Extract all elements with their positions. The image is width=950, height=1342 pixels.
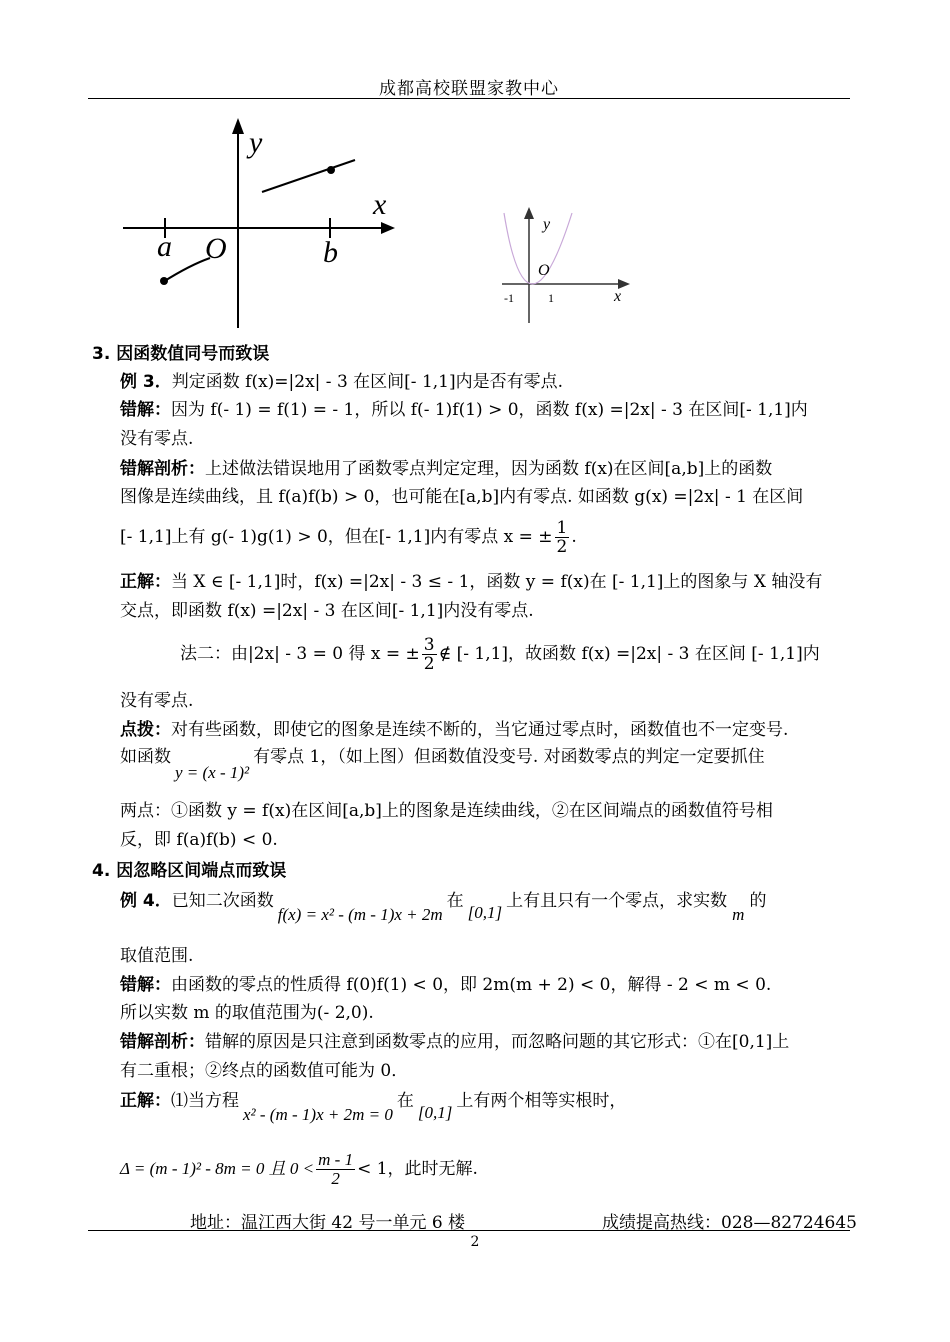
tip-text: 对有些函数，即使它的图象是连续不断的，当它通过零点时，函数值也不一定变号. (171, 720, 789, 740)
example-4-line-1 (120, 890, 767, 924)
figure-linear-interval (115, 110, 405, 332)
example-4-rest: 上有且只有一个零点，求实数 (506, 891, 728, 911)
example-4-variable: m (732, 905, 745, 924)
section-3-heading: 3. 因函数值同号而致误 (92, 344, 270, 364)
analysis-line-3 (120, 517, 577, 557)
figure-parabola (492, 205, 632, 325)
wrong-label: 错解： (120, 400, 171, 420)
upper-segment (262, 160, 355, 192)
correct-solution-line-1 (120, 571, 822, 593)
analysis-text: 错解的原因是只注意到函数零点的应用，而忽略问题的其它形式：①在[0,1]上 (205, 1032, 790, 1052)
method-two-line (180, 634, 820, 674)
correct-solution-line-2: 交点，即函数 f(x) =|2x| - 3 在区间[- 1,1]内没有零点. (120, 601, 534, 621)
y-label: y (249, 126, 263, 159)
analysis-line-3-text: [- 1,1]上有 g(- 1)g(1) > 0，但在[- 1,1]内有零点 x = ± (120, 527, 553, 547)
fraction-denominator: 2 (556, 537, 568, 557)
wrong-text: 由函数的零点的性质得 f(0)f(1) < 0，即 2m(m + 2) < 0，解得 - 2 < m < 0. (171, 975, 772, 995)
example-4-line-2: 取值范围. (120, 946, 194, 966)
fraction-numerator: 1 (556, 518, 568, 538)
tip-line-2-rest: 有零点 1，（如上图）但函数值没变号. 对函数零点的判定一定要抓住 (253, 747, 765, 767)
analysis-label: 错解剖析： (120, 1032, 205, 1052)
wrong-solution-line-1 (120, 399, 808, 421)
wrong-solution-4-line-1 (120, 974, 771, 996)
no-solution-text: < 1，此时无解. (357, 1159, 478, 1179)
footer-address: 地址：温江西大街 42 号一单元 6 楼 (190, 1213, 466, 1233)
example-label: 例 3． (120, 372, 172, 392)
discriminant-text: Δ = (m - 1)² - 8m = 0 且 0 < (120, 1159, 315, 1178)
analysis-line-2: 图像是连续曲线，且 f(a)f(b) > 0，也可能在[a,b]内有零点. 如函数 g(x) =|2x| - 1 在区间 (120, 487, 804, 507)
footer-rule (88, 1230, 850, 1231)
x-label: x (373, 188, 387, 221)
analysis-4-line-2: 有二重根；②终点的函数值可能为 0． (120, 1061, 409, 1081)
example-text: 判定函数 f(x)=|2x| - 3 在区间[- 1,1]内是否有零点. (171, 372, 564, 392)
tip-line-4: 反，即 f(a)f(b) < 0. (120, 830, 278, 850)
fraction-numerator: 3 (423, 635, 435, 655)
upper-dot (327, 166, 335, 174)
correct-solution-4-line-1 (120, 1090, 627, 1124)
lower-dot (160, 277, 168, 285)
fraction-numerator: m - 1 (318, 1150, 354, 1169)
period: . (571, 527, 577, 547)
tip-formula: y = (x - 1)² (175, 763, 250, 782)
correct-label: 正解： (120, 1091, 171, 1111)
tick-neg-label: -1 (504, 291, 514, 305)
tick-pos-label: 1 (548, 291, 554, 305)
o-label: O (205, 232, 227, 265)
analysis-label: 错解剖析： (120, 459, 205, 479)
wrong-solution-4-line-2: 所以实数 m 的取值范围为(- 2,0). (120, 1003, 374, 1023)
fraction-one-half (555, 519, 570, 556)
example-4-interval: [0,1] (467, 903, 503, 922)
wrong-solution-line-2: 没有零点. (120, 429, 194, 449)
correct-label: 正解： (120, 572, 171, 592)
correct-in: 在 (396, 1091, 414, 1111)
wrong-text: 因为 f(- 1) = f(1) = - 1，所以 f(- 1)f(1) > 0，函数 f(x) =|2x| - 3 在区间[- 1,1]内 (171, 400, 808, 420)
tip-line-1 (120, 719, 788, 741)
example-4-text: 已知二次函数 (171, 891, 274, 911)
correct-interval: [0,1] (417, 1103, 453, 1122)
x-label: x (614, 288, 622, 305)
fraction-denominator: 2 (423, 654, 435, 674)
tip-line-3: 两点：①函数 y = f(x)在区间[a,b]上的图象是连续曲线，②在区间端点的函数值符号相 (120, 801, 773, 821)
footer-hotline: 成绩提高热线：028—82724645 (602, 1213, 857, 1233)
wrong-label: 错解： (120, 975, 171, 995)
tip-line-2 (120, 746, 765, 782)
y-axis-arrow (232, 118, 244, 134)
analysis-4-line-1 (120, 1031, 789, 1053)
example-4-end: 的 (749, 891, 767, 911)
correct-rest: 上有两个相等实根时， (456, 1091, 627, 1111)
example-4-formula: f(x) = x² - (m - 1)x + 2m (277, 905, 443, 924)
example-4-in: 在 (446, 891, 464, 911)
tip-label: 点拨： (120, 720, 171, 740)
correct-text: 当 X ∈ [- 1,1]时，f(x) =|2x| - 3 ≤ - 1，函数 y = f(x)在 [- 1,1]上的图象与 X 轴没有 (171, 572, 823, 592)
section-4-heading: 4. 因忽略区间端点而致误 (92, 861, 287, 881)
page-number: 2 (470, 1234, 480, 1250)
correct-formula: x² - (m - 1)x + 2m = 0 (243, 1105, 393, 1124)
example-label: 例 4． (120, 891, 172, 911)
page-header-title: 成都高校联盟家教中心 (379, 79, 559, 99)
fraction-m-minus-1-over-2 (316, 1151, 355, 1188)
method-two-text: 法二：由|2x| - 3 = 0 得 x = ± (180, 644, 420, 664)
b-label: b (323, 236, 338, 269)
analysis-line-1 (120, 458, 772, 480)
analysis-text: 上述做法错误地用了函数零点判定定理，因为函数 f(x)在区间[a,b]上的函数 (205, 459, 773, 479)
tip-line-2-start: 如函数 (120, 747, 171, 767)
o-label: O (538, 262, 550, 279)
header-rule (88, 98, 850, 99)
x-axis-arrow (381, 222, 395, 234)
example-3 (120, 371, 563, 393)
fraction-denominator: 2 (331, 1169, 340, 1188)
a-label: a (157, 230, 172, 263)
y-axis-arrow (524, 207, 534, 219)
method-two-rest: ∉ [- 1,1]，故函数 f(x) =|2x| - 3 在区间 [- 1,1]内 (438, 644, 820, 664)
fraction-three-half (422, 636, 437, 673)
correct-solution-4-line-2 (120, 1146, 478, 1192)
y-label: y (543, 216, 551, 233)
correct-text: ⑴当方程 (171, 1091, 239, 1111)
method-two-line-2: 没有零点. (120, 691, 194, 711)
